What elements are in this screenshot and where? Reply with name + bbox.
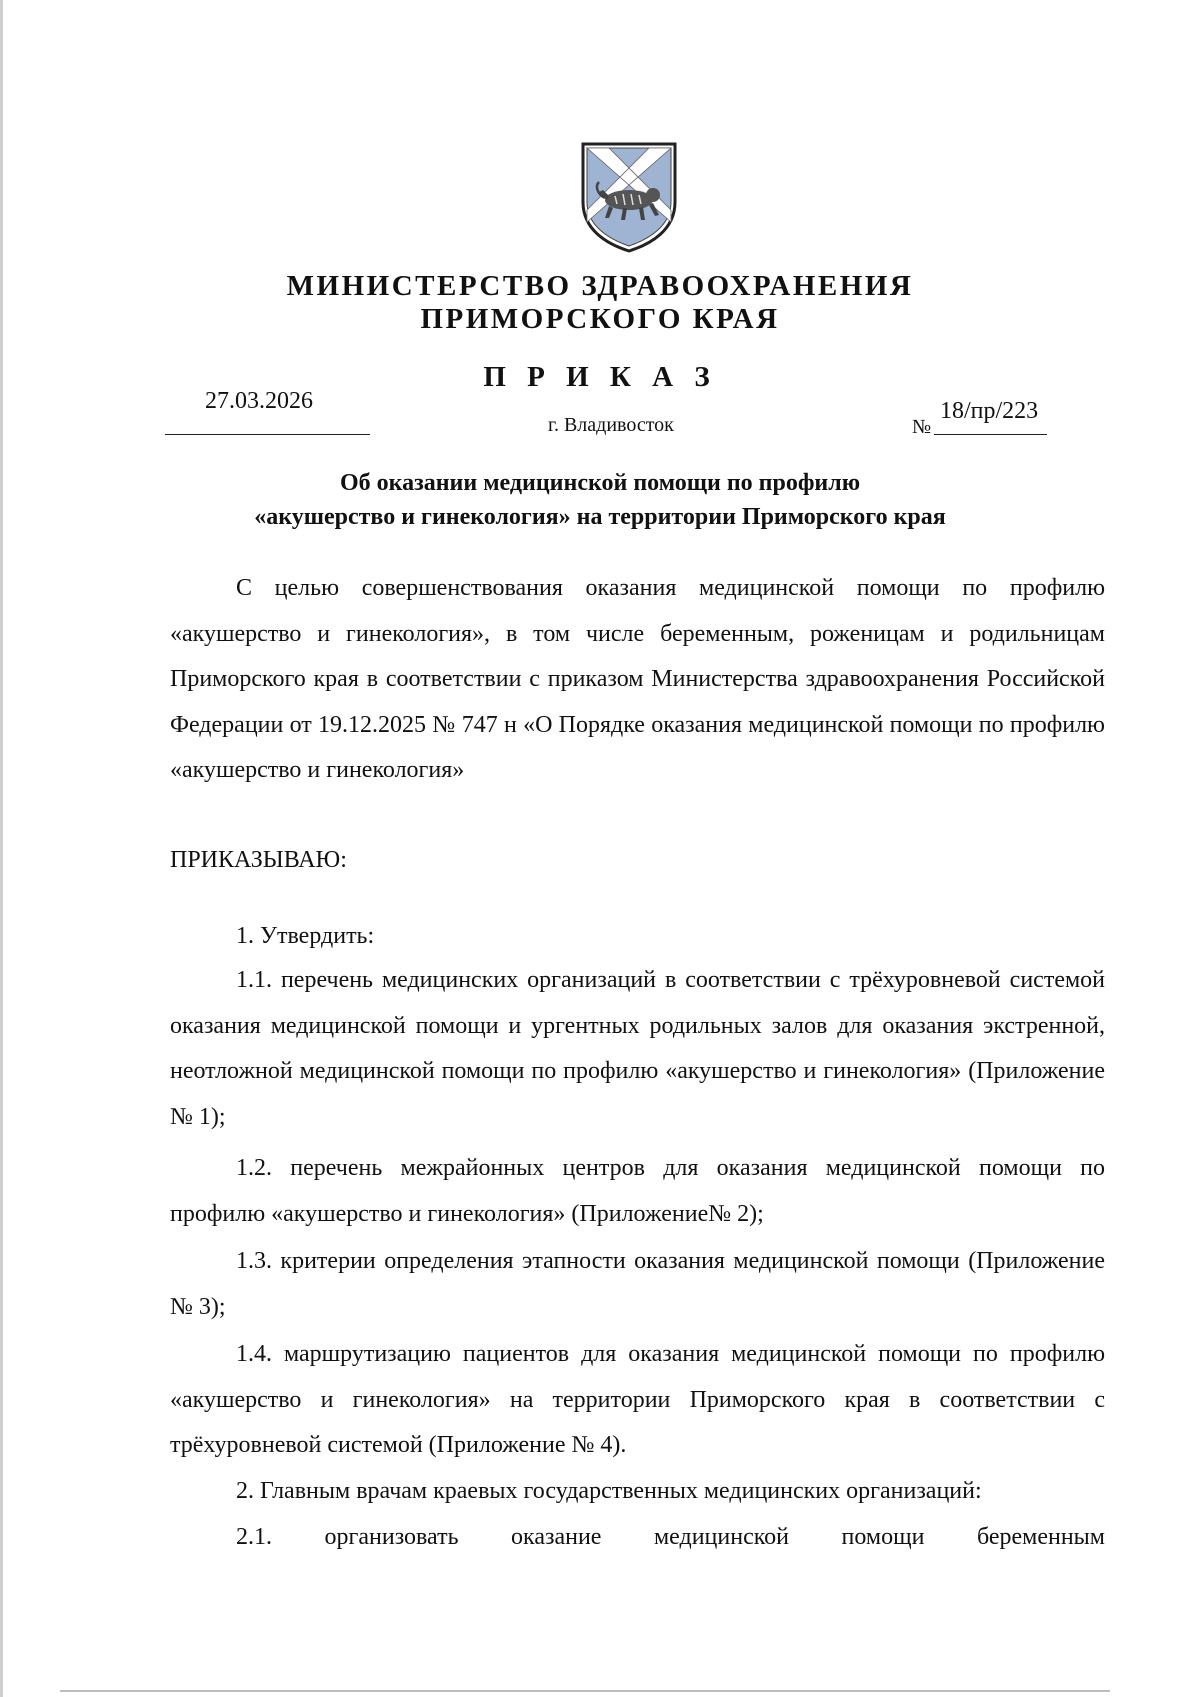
order-number: 18/пр/223 [940,398,1039,424]
order-city: г. Владивосток [548,414,674,436]
item-2: 2. Главным врачам краевых государственных медицинских организаций: [236,1478,982,1504]
subject-line-2: «акушерство и гинекология» на территории Приморского края [254,504,946,530]
order-date: 27.03.2026 [205,388,313,414]
item-1-4: 1.4. маршрутизацию пациентов для оказания медицинской помощи по профилю «акушерство и гинекология» на территории Приморского края в соответствии с трёхуровневой системой (Приложение № 4). [170,1341,1105,1458]
order-title: П Р И К А З [483,361,717,393]
number-sign: № [912,416,932,438]
date-underline [165,434,370,435]
coat-of-arms-icon [579,140,679,255]
item-1-3: 1.3. критерии определения этапности оказания медицинской помощи (Приложение № 3); [170,1248,1105,1320]
item-1-2: 1.2. перечень межрайонных центров для оказания медицинской помощи по профилю «акушерство и гинекология» (Приложение№ 2); [170,1155,1105,1227]
order-subject [0,466,1200,534]
number-underline [934,434,1047,435]
subject-line-1: Об оказании медицинской помощи по профилю [339,470,861,496]
ministry-line-2: ПРИМОРСКОГО КРАЯ [420,303,780,335]
item-1-1: 1.1. перечень медицинских организаций в соответствии с трёхуровневой системой оказания медицинской помощи и ургентных родильных залов для оказания экстренной, неотложной медицинской помощи по профилю «акушерство и гинекология» (Приложение № 1); [170,967,1105,1130]
ministry-line-1: МИНИСТЕРСТВО ЗДРАВООХРАНЕНИЯ [286,270,914,302]
intro-paragraph: С целью совершенствования оказания медицинской помощи по профилю «акушерство и гинекология», в том числе беременным, роженицам и родильницам Приморского края в соответствии с приказом Министерства здравоохранения Российской Федерации от 19.12.2025 № 747 н «О Порядке оказания медицинской помощи по профилю «акушерство и гинекология» [170,575,1105,783]
order-command: ПРИКАЗЫВАЮ: [170,847,347,873]
item-2-1: 2.1. организовать оказание медицинской помощи беременным [236,1524,1105,1550]
page-bottom-edge [60,1690,1110,1692]
ministry-name [0,270,1200,336]
item-1: 1. Утвердить: [236,923,375,949]
page-edge [0,0,3,1697]
